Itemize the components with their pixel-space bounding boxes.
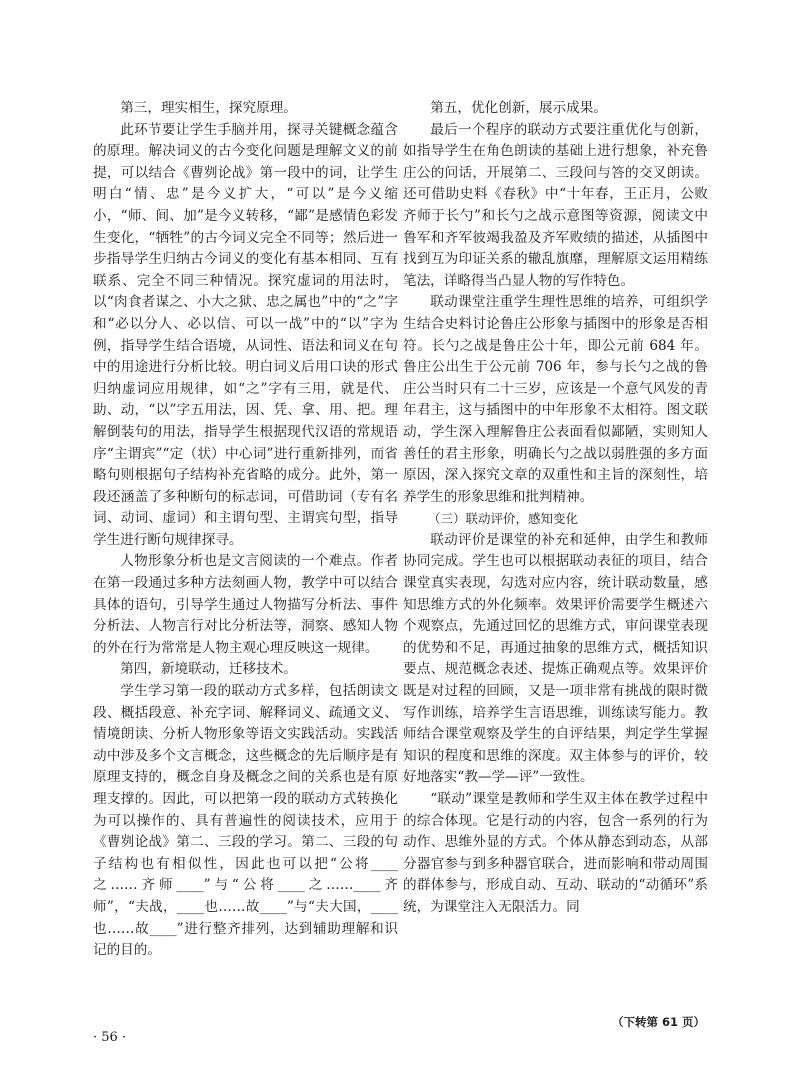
paragraph: 联动课堂注重学生理性思维的培养，可组织学生结合史料讨论鲁庄公形象与插图中的形象是否相符。长勺之战是鲁庄公十年，即公元前 684 年。鲁庄公出生于公元前 706 年，参与长勺之战的鲁庄公当时只有二十三岁，应该是一个意气风发的青年君主，这与插图中的中年形象不太相符。图文联动，学生深入理解鲁庄公表面看似鄙陋，实则知人善任的君主形象，明确长勺之战以弱胜强的多方面原因，深入探究文章的双重性和主旨的深刻性，培养学生的形象思维和批判精神。 <box>403 294 708 505</box>
paragraph: 联动评价是课堂的补充和延伸，由学生和教师协同完成。学生也可以根据联动表征的项目，结合课堂真实表现，勾选对应内容，统计联动数量，感知思维方式的外化频率。效果评价需要学生概述六个观察点，先通过回忆的思维方式，审问课堂表现的优势和不足，再通过抽象的思维方式，概括知识要点、规范概念表述、提炼正确观点等。效果评价既是对过程的回顾，又是一项非常有挑战的限时微写作训练，培养学生言语思维，训练读写能力。教师结合课堂观察及学生的自评结果，判定学生掌握知识的程度和思维的深度。双主体参与的评价，较好地落实“教—学—评”一致性。 <box>403 531 708 786</box>
paragraph: 第四，新境联动，迁移技术。 <box>120 661 297 678</box>
left-column <box>93 98 398 962</box>
paragraph: 最后一个程序的联动方式要注重优化与创新，如指导学生在角色朗读的基础上进行想象，补充鲁庄公的问话，开展第二、三段问与答的交叉朗读。还可借助史料《春秋》中“十年春，王正月，公败齐师于长勺”和长勺之战示意图等资源，阅读文中鲁军和齐军彼竭我盈及齐军败绩的描述，从插图中找到互为印证关系的辙乱旗靡，理解原文运用精练笔法，详略得当凸显人物的写作特色。 <box>403 121 708 289</box>
continued-note: （下转第 61 页） <box>611 1015 705 1029</box>
paragraph: 第三，理实相生，探究原理。 <box>120 100 297 116</box>
paragraph: 此环节要让学生手脑并用，探寻关键概念蕴含的原理。解决词义的古今变化问题是理解文义的前提，可以结合《曹刿论战》第一段中的词，让学生明白“情、忠”是今义扩大，“可以”是今义缩小，“师、间、加”是今义转移，“鄙”是感情色彩发生变化，“牺牲”的古今词义完全不同等；然后进一步指导学生归纳古今词义的变化有基本相同、互有联系、完全不同三种情况。探究虚词的用法时，以“肉食者谋之、小大之狱、忠之属也”中的“之”字和“必以分人、必以信、可以一战”中的“以”字为例，指导学生结合语境，从词性、语法和词义在句中的用途进行分析比较。明白词义后用口诀的形式归纳虚词应用规律，如“之”字有三用，就是代、助、动，“以”字五用法，因、凭、拿、用、把。理解倒装句的用法，指导学生根据现代汉语的常规语序“主谓宾”“定（状）中心词”进行重新排列，而省略句则根据句子结构补充省略的成分。此外，第一段还涵盖了多种断句的标志词，可借助词（专有名词、动词、虚词）和主谓句型、主谓宾句型，指导学生进行断句规律探寻。 <box>93 121 398 548</box>
subheading: （三）联动评价，感知变化 <box>428 511 579 527</box>
paragraph: 学生学习第一段的联动方式多样，包括朗读文段、概括段意、补充字词、解释词义、疏通文义、情境朗读、分析人物形象等语文实践活动。实践活动中涉及多个文言概念，这些概念的先后顺序是有原理支持的，概念自身及概念之间的关系也是有原理支撑的。因此，可以把第一段的联动方式转换化为可以操作的、具有普遍性的阅读技术，应用于《曹刿论战》第二、三段的学习。第二、三段的句子结构也有相似性，因此也可以把“公将____之……齐师____”与“公将____之……____齐师”，“夫战，____也……故____”与“夫大国，____也……故____”进行整齐排列，达到辅助理解和识记的目的。 <box>93 683 398 959</box>
paragraph: 人物形象分析也是文言阅读的一个难点。作者在第一段通过多种方法刻画人物，教学中可以结合具体的语句，引导学生通过人物描写分析法、事件分析法、人物言行对比分析法等，洞察、感知人物的外在行为常常是人物主观心理反映这一规律。 <box>93 553 398 656</box>
page-number: · 56 · <box>93 1030 127 1045</box>
paragraph: 第五，优化创新，展示成果。 <box>430 100 607 116</box>
right-column <box>403 98 708 919</box>
paragraph: “联动”课堂是教师和学生双主体在教学过程中的综合体现。它是行动的内容，包含一系列的行为动作、思维外显的方式。个体从静态到动态，从部分器官参与到多种器官联合，进而影响和带动周围的群体参与，形成自动、互动、联动的“动循环”系统，为课堂注入无限活力。同 <box>403 791 708 915</box>
